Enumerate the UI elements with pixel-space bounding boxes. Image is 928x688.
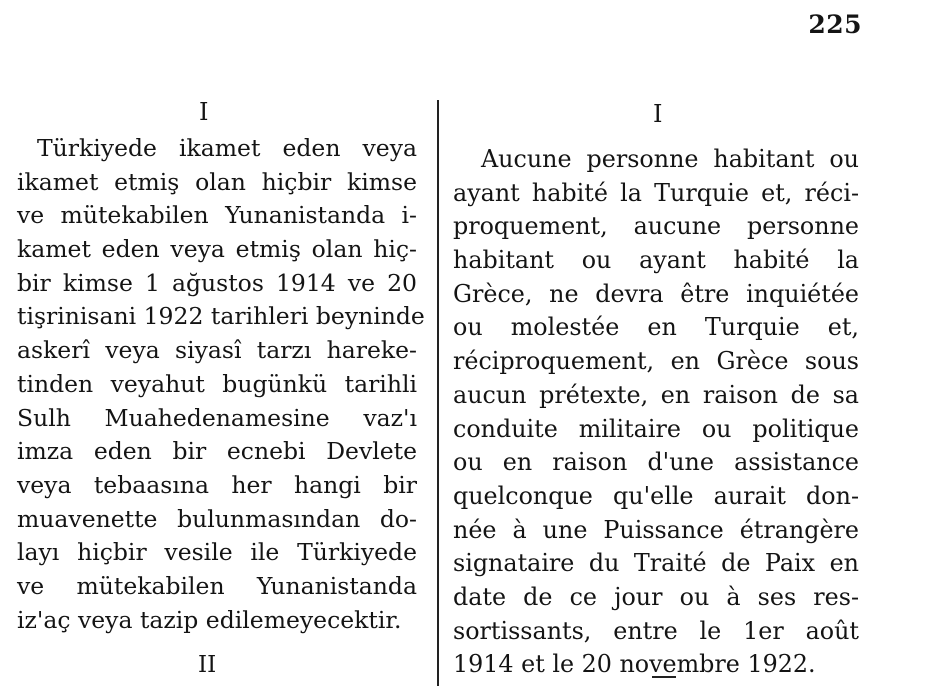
text-line: ve mütekabilen Yunanistanda — [17, 571, 417, 600]
text-line: Aucune personne habitant ou — [481, 145, 859, 173]
text-line: askerî veya siyasî tarzı hareke- — [17, 336, 417, 365]
text-line: tinden veyahut bugünkü tarihli — [17, 369, 417, 398]
page-number: 225 — [808, 10, 862, 39]
text-line: ayant habité la Turquie et, réci- — [453, 178, 859, 207]
text-line: iz'aç veya tazip edilemeyecektir. — [17, 605, 402, 634]
text-line: conduite militaire ou politique — [453, 414, 859, 443]
text-line: signataire du Traité de Paix en — [453, 549, 859, 578]
text-line: imza eden bir ecnebi Devlete — [17, 437, 417, 466]
text-line: aucun prétexte, en raison de sa — [453, 380, 859, 409]
text-line: sortissants, entre le 1er août — [453, 616, 859, 645]
text-line: tişrinisani 1922 tarihleri beyninde — [17, 302, 425, 331]
text-line: proquement, aucune personne — [453, 212, 859, 241]
text-line: ikamet etmiş olan hiçbir kimse — [17, 167, 417, 196]
next-article-cutoff-mark — [652, 676, 676, 688]
text-line: Türkiyede ikamet eden veya — [37, 134, 417, 162]
text-line: veya tebaasına her hangi bir — [17, 470, 417, 499]
text-line: kamet eden veya etmiş olan hiç- — [17, 235, 417, 264]
text-line: ve mütekabilen Yunanistanda i- — [17, 201, 417, 230]
text-line: habitant ou ayant habité la — [453, 246, 859, 275]
column-divider — [437, 100, 439, 686]
right-column-french-text — [453, 143, 859, 682]
left-column-turkish-text — [17, 132, 425, 637]
text-line: muavenette bulunmasından do- — [17, 504, 417, 533]
text-line: née à une Puissance étrangère — [453, 515, 859, 544]
text-line: layı hiçbir vesile ile Türkiyede — [17, 538, 417, 567]
text-line: ou molestée en Turquie et, — [453, 313, 859, 342]
text-line: Grèce, ne devra être inquiétée — [453, 279, 859, 308]
text-line: date de ce jour ou à ses res- — [453, 582, 859, 611]
left-article-number: I — [199, 98, 209, 126]
text-line: 1914 et le 20 novembre 1922. — [453, 650, 816, 679]
left-next-article-number: II — [198, 652, 217, 678]
right-article-number: I — [653, 100, 663, 128]
text-line: ou en raison d'une assistance — [453, 448, 859, 477]
text-line: réciproquement, en Grèce sous — [453, 347, 859, 376]
text-line: Sulh Muahedenamesine vaz'ı — [17, 403, 417, 432]
text-line: quelconque qu'elle aurait don- — [453, 481, 859, 510]
text-line: bir kimse 1 ağustos 1914 ve 20 — [17, 268, 417, 297]
